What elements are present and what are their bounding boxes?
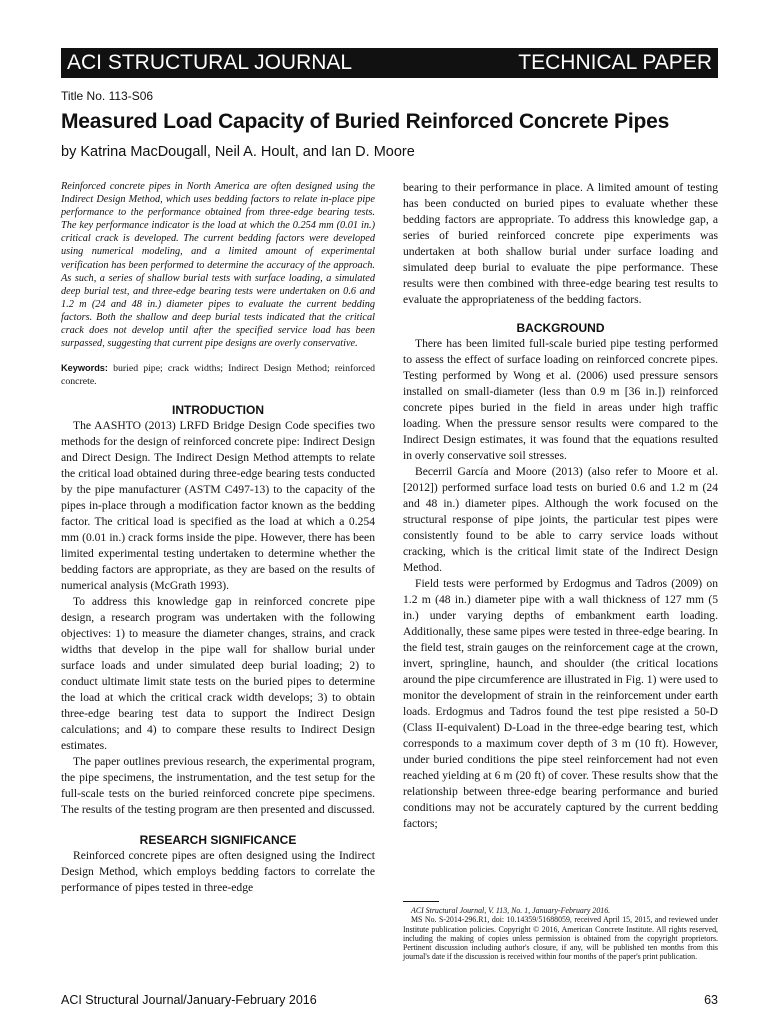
title-number: Title No. 113-S06: [61, 89, 154, 103]
footnote-citation: ACI Structural Journal, V. 113, No. 1, January-February 2016.: [411, 906, 611, 915]
footnote: [403, 906, 718, 962]
background-paragraph-2: Becerril García and Moore (2013) (also refer to Moore et al. [2012]) performed surface load tests on buried 0.6 and 1.2 m (24 and 48 in.) diameter pipes. Although the work focused on the structural response of pipe joints, the particular test pipes were consistently found to be able to carry service loads without cracking, which is the critical limit state of the Indirect Design Method.: [403, 465, 718, 574]
footnote-details: MS No. S-2014-296.R1, doi: 10.14359/51688059, received April 15, 2015, and reviewed under Institute publication policies. Copyright © 2016, American Concrete Institute. All rights reserved, including the making of copies unless permission is obtained from the copyright proprietors. Pertinent discussion including author's closure, if any, will be published ten months from this journal's date if the discussion is received within four months of the paper's print publication.: [403, 915, 718, 962]
research-significance-heading: RESEARCH SIGNIFICANCE: [139, 833, 297, 848]
abstract: Reinforced concrete pipes in North America are often designed using the Indirect Design Method, which uses bedding factors to relate in-place pipe performance to the performance obtained from three-edge bearing tests. The key performance indicator is the load at which the 0.254 mm (0.01 in.) critical crack is developed. The current bedding factors were developed using numerical modeling, and a limited amount of experimental verification has been performed to determine the accuracy of the approach. As such, a series of shallow burial tests with surface loading, a simulated deep burial test, and three-edge bearing tests were undertaken on 0.6 and 1.2 m (24 and 48 in.) diameter pipes to evaluate the current bedding factors. Both the shallow and deep burial tests indicated that the critical crack does not develop until after the specified service load has been surpassed, suggesting that current pipe designs are overly conservative.: [61, 181, 375, 350]
paper-type: TECHNICAL PAPER: [518, 51, 712, 74]
intro-paragraph-1: The AASHTO (2013) LRFD Bridge Design Code specifies two methods for the design of reinforced concrete pipe: Indirect Design and Direct Design. The Indirect Design Method attempts to relate the critical load obtained during three-edge bearing tests conducted by the pipe manufacturer (ASTM C497-13) to the capacity of the pipes in-place through a modification factor known as the bedding factor. The critical load is specified as the load at which a 0.254 mm (0.01 in.) crack forms inside the pipe. However, there has been limited experimental testing undertaken to determine whether the bedding factors are appropriate, as they are based on the results of numerical analysis (McGrath 1993).: [61, 419, 375, 593]
page-number: 63: [704, 993, 718, 1007]
background-paragraph-3: Field tests were performed by Erdogmus and Tadros (2009) on 1.2 m (48 in.) diameter pipe with a wall thickness of 127 mm (5 in.) under varying depths of embankment earth loading. Additionally, these same pipes were tested in three-edge bearing. In the field test, strain gauges on the reinforcement cage at the crown, invert, springline, haunch, and shoulder (the critical locations around the pipe circumference are illustrated in Fig. 1) were used to monitor the development of strain in the reinforcement under earth loads. Erdogmus and Tadros found the test pipe resisted a 50-D (Class II-equivalent) D-Load in the three-edge bearing test, which corresponds to a maximum cover depth of 3 m (10 ft). However, under buried conditions the pipe steel reinforcement had not even reached yielding at 6 m (20 ft) of cover. These results show that the relationship between three-edge bearing performance and buried conditions may not be accurately captured by the current bedding factors;: [403, 577, 718, 830]
keywords-label: Keywords:: [61, 363, 108, 374]
keywords-text: buried pipe; crack widths; Indirect Design Method; reinforced concrete.: [61, 363, 376, 388]
introduction-heading: INTRODUCTION: [172, 403, 264, 418]
background-heading: BACKGROUND: [516, 321, 605, 335]
paper-title: Measured Load Capacity of Buried Reinforced Concrete Pipes: [61, 110, 670, 133]
keywords: [61, 362, 375, 388]
background-paragraph-1: There has been limited full-scale buried pipe testing performed to assess the effect of surface loading on reinforced concrete pipes. Testing performed by Wong et al. (2006) used pressure sensors installed on small-diameter (less than 0.9 m [36 in.]) reinforced concrete pipes buried in the field in areas under high traffic loading. When the pressure sensor results were compared to the Indirect Design estimates, it was found that the equations resulted in overly conservative soil stresses.: [403, 337, 718, 462]
intro-paragraph-3: The paper outlines previous research, the experimental program, the pipe specimens, the instrumentation, and the test setup for the full-scale tests on the buried reinforced concrete pipe specimens. The results of the testing program are then presented and discussed.: [61, 755, 375, 817]
right-column: [403, 180, 718, 832]
footer-journal-issue: ACI Structural Journal/January-February 2016: [61, 993, 317, 1007]
journal-header-bar: [61, 48, 718, 78]
research-paragraph-1: Reinforced concrete pipes are often designed using the Indirect Design Method, which employs bedding factors to correlate the performance of pipes tested in three-edge: [61, 849, 375, 895]
journal-name: ACI STRUCTURAL JOURNAL: [67, 51, 353, 74]
research-paragraph-continued: bearing to their performance in place. A limited amount of testing has been conducted on buried pipes to evaluate whether these bedding factors are appropriate. To address this knowledge gap, a series of buried reinforced concrete pipe experiments was undertaken at both shallow burial under surface loading and simulated deep burial to evaluate the pipe performance. These results were then combined with three-edge bearing test results to evaluate the appropriateness of the bedding factors.: [403, 181, 718, 306]
footnote-divider: [403, 901, 439, 902]
author-list: by Katrina MacDougall, Neil A. Hoult, and Ian D. Moore: [61, 144, 415, 160]
intro-paragraph-2: To address this knowledge gap in reinforced concrete pipe design, a research program was undertaken with the following objectives: 1) to measure the diameter changes, strains, and crack widths that develop in the pipe wall for shallow burial under surface loads and under simulated deep burial loading; 2) to conduct ultimate limit state tests on the buried pipes to determine the load at which the critical crack width develops; 3) to obtain three-edge bearing test data to support the Indirect Design calculations; and 4) to compare these results to Indirect Design estimates.: [61, 595, 375, 753]
left-column: [61, 180, 375, 896]
